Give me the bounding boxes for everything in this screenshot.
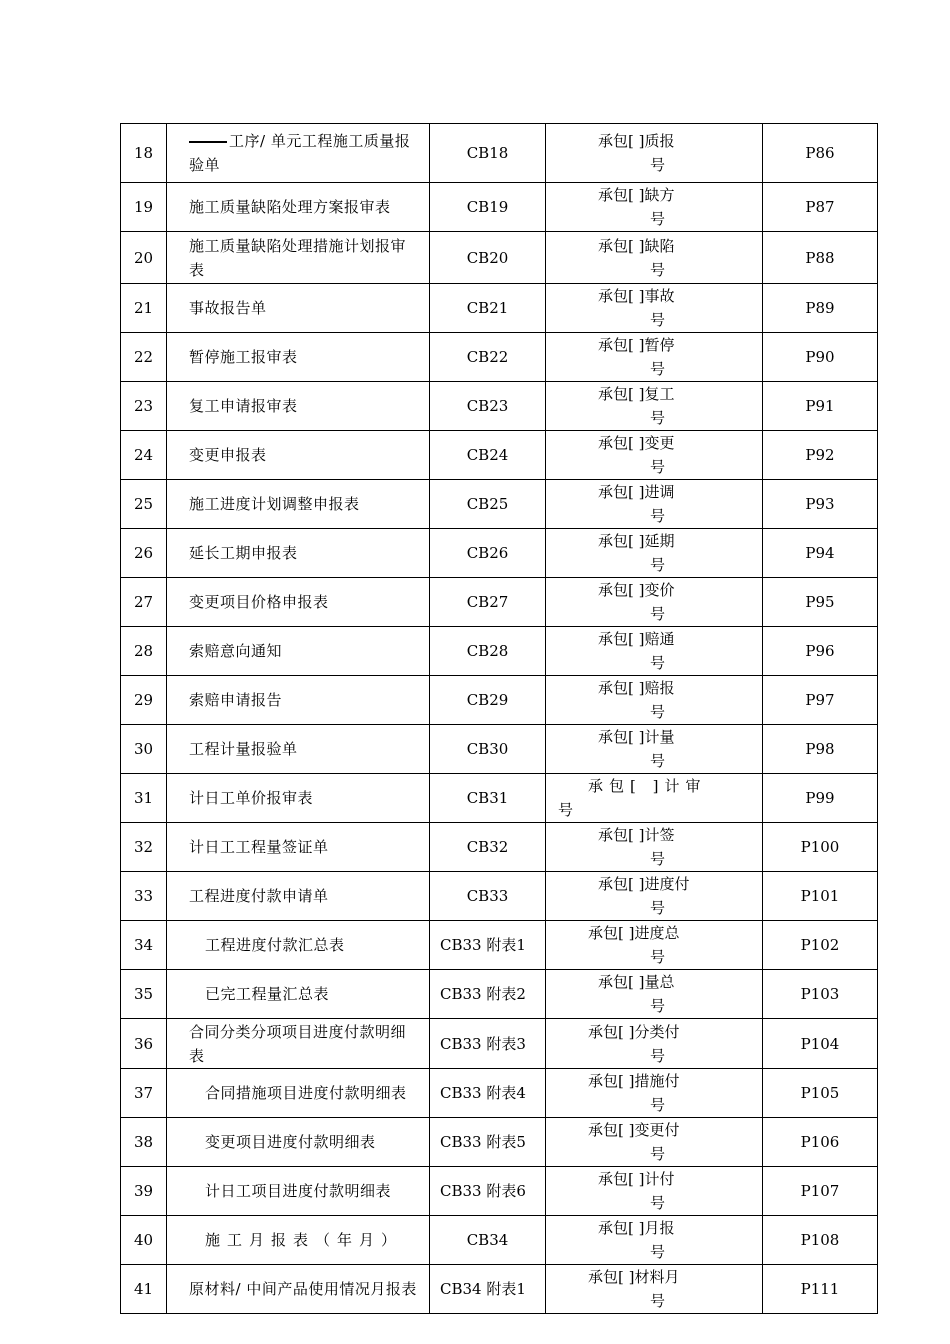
form-code: CB20 (430, 232, 546, 284)
row-number: 25 (121, 480, 167, 529)
form-code: CB21 (430, 284, 546, 333)
table-row (121, 627, 878, 676)
row-number: 20 (121, 232, 167, 284)
row-number: 19 (121, 183, 167, 232)
form-name: 施工质量缺陷处理措施计划报审表 (167, 232, 430, 284)
table-row (121, 872, 878, 921)
row-number: 31 (121, 774, 167, 823)
form-name: 工序/ 单元工程施工质量报验单 (167, 124, 430, 183)
number-format: 承包[ ]质报 号 (546, 124, 763, 183)
number-format: 承包[ ]计审 号 (546, 774, 763, 823)
row-number: 23 (121, 382, 167, 431)
row-number: 33 (121, 872, 167, 921)
row-number: 32 (121, 823, 167, 872)
page-ref: P93 (763, 480, 878, 529)
row-number: 40 (121, 1216, 167, 1265)
form-code: CB23 (430, 382, 546, 431)
row-number: 22 (121, 333, 167, 382)
page-ref: P106 (763, 1118, 878, 1167)
number-format: 承包[ ]计量 号 (546, 725, 763, 774)
form-name: 工程进度付款申请单 (167, 872, 430, 921)
form-code: CB18 (430, 124, 546, 183)
row-number: 24 (121, 431, 167, 480)
row-number: 36 (121, 1019, 167, 1069)
page-ref: P89 (763, 284, 878, 333)
row-number: 34 (121, 921, 167, 970)
form-name: 延长工期申报表 (167, 529, 430, 578)
table-row (121, 921, 878, 970)
row-number: 28 (121, 627, 167, 676)
table-row (121, 1019, 878, 1069)
page-ref: P103 (763, 970, 878, 1019)
form-name: 原材料/ 中间产品使用情况月报表 (167, 1265, 430, 1314)
form-name: 索赔意向通知 (167, 627, 430, 676)
row-number: 26 (121, 529, 167, 578)
number-format: 承包[ ]变更付 号 (546, 1118, 763, 1167)
form-code: CB32 (430, 823, 546, 872)
form-code: CB27 (430, 578, 546, 627)
page-ref: P111 (763, 1265, 878, 1314)
table-row (121, 676, 878, 725)
form-code: CB33 附表5 (430, 1118, 546, 1167)
page-ref: P86 (763, 124, 878, 183)
number-format: 承包[ ]进调 号 (546, 480, 763, 529)
form-code: CB28 (430, 627, 546, 676)
number-format: 承包[ ]分类付 号 (546, 1019, 763, 1069)
form-name: 工程进度付款汇总表 (167, 921, 430, 970)
form-name: 合同措施项目进度付款明细表 (167, 1069, 430, 1118)
page-ref: P104 (763, 1019, 878, 1069)
table-row (121, 1216, 878, 1265)
form-code: CB34 (430, 1216, 546, 1265)
row-number: 39 (121, 1167, 167, 1216)
form-code: CB33 附表3 (430, 1019, 546, 1069)
table-row (121, 970, 878, 1019)
row-number: 21 (121, 284, 167, 333)
form-code: CB33 附表4 (430, 1069, 546, 1118)
number-format: 承包[ ]复工 号 (546, 382, 763, 431)
table-row (121, 1265, 878, 1314)
form-name: 复工申请报审表 (167, 382, 430, 431)
number-format: 承包[ ]缺方 号 (546, 183, 763, 232)
number-format: 承包[ ]赔通 号 (546, 627, 763, 676)
number-format: 承包[ ]变价 号 (546, 578, 763, 627)
form-code: CB24 (430, 431, 546, 480)
number-format: 承包[ ]计签 号 (546, 823, 763, 872)
number-format: 承包[ ]量总 号 (546, 970, 763, 1019)
number-format: 承包[ ]暂停 号 (546, 333, 763, 382)
form-name: 变更项目价格申报表 (167, 578, 430, 627)
table-row (121, 333, 878, 382)
page-ref: P92 (763, 431, 878, 480)
number-format: 承包[ ]措施付 号 (546, 1069, 763, 1118)
table-row (121, 1118, 878, 1167)
document-index-table (120, 123, 878, 1314)
table-row (121, 431, 878, 480)
row-number: 35 (121, 970, 167, 1019)
number-format: 承包[ ]赔报 号 (546, 676, 763, 725)
page-ref: P96 (763, 627, 878, 676)
form-name: 事故报告单 (167, 284, 430, 333)
form-name: 计日工单价报审表 (167, 774, 430, 823)
page-ref: P87 (763, 183, 878, 232)
form-code: CB34 附表1 (430, 1265, 546, 1314)
form-name: 工程计量报验单 (167, 725, 430, 774)
form-code: CB31 (430, 774, 546, 823)
form-name: 变更项目进度付款明细表 (167, 1118, 430, 1167)
form-name: 索赔申请报告 (167, 676, 430, 725)
blank-fill-line (189, 141, 227, 143)
table-row (121, 232, 878, 284)
page-ref: P90 (763, 333, 878, 382)
number-format: 承包[ ]计付 号 (546, 1167, 763, 1216)
row-number: 27 (121, 578, 167, 627)
form-code: CB22 (430, 333, 546, 382)
table-row (121, 284, 878, 333)
form-code: CB25 (430, 480, 546, 529)
number-format: 承包[ ]缺陷 号 (546, 232, 763, 284)
form-code: CB33 附表6 (430, 1167, 546, 1216)
table-row (121, 529, 878, 578)
page-ref: P95 (763, 578, 878, 627)
form-code: CB33 附表1 (430, 921, 546, 970)
form-name: 施工月报表（年月） (167, 1216, 430, 1265)
form-code: CB33 附表2 (430, 970, 546, 1019)
form-code: CB30 (430, 725, 546, 774)
table-row (121, 382, 878, 431)
row-number: 30 (121, 725, 167, 774)
form-name: 施工质量缺陷处理方案报审表 (167, 183, 430, 232)
page-ref: P88 (763, 232, 878, 284)
page-ref: P102 (763, 921, 878, 970)
row-number: 37 (121, 1069, 167, 1118)
row-number: 38 (121, 1118, 167, 1167)
number-format: 承包[ ]变更 号 (546, 431, 763, 480)
form-name: 计日工项目进度付款明细表 (167, 1167, 430, 1216)
number-format: 承包[ ]月报 号 (546, 1216, 763, 1265)
page-ref: P98 (763, 725, 878, 774)
form-name: 合同分类分项项目进度付款明细表 (167, 1019, 430, 1069)
number-format: 承包[ ]进度总 号 (546, 921, 763, 970)
row-number: 29 (121, 676, 167, 725)
form-name: 施工进度计划调整申报表 (167, 480, 430, 529)
page-ref: P105 (763, 1069, 878, 1118)
form-code: CB26 (430, 529, 546, 578)
form-name: 已完工程量汇总表 (167, 970, 430, 1019)
number-format: 承包[ ]事故 号 (546, 284, 763, 333)
page-ref: P91 (763, 382, 878, 431)
table-row (121, 480, 878, 529)
page-ref: P99 (763, 774, 878, 823)
row-number: 18 (121, 124, 167, 183)
table-row (121, 1069, 878, 1118)
table-row (121, 124, 878, 183)
number-format: 承包[ ]进度付 号 (546, 872, 763, 921)
table-row (121, 725, 878, 774)
row-number: 41 (121, 1265, 167, 1314)
form-code: CB33 (430, 872, 546, 921)
table-row (121, 578, 878, 627)
number-format: 承包[ ]材料月 号 (546, 1265, 763, 1314)
form-code: CB19 (430, 183, 546, 232)
form-name: 暂停施工报审表 (167, 333, 430, 382)
page-ref: P100 (763, 823, 878, 872)
form-name: 变更申报表 (167, 431, 430, 480)
page-ref: P94 (763, 529, 878, 578)
table-row (121, 1167, 878, 1216)
form-code: CB29 (430, 676, 546, 725)
page-ref: P97 (763, 676, 878, 725)
form-name: 计日工工程量签证单 (167, 823, 430, 872)
table-row (121, 774, 878, 823)
number-format: 承包[ ]延期 号 (546, 529, 763, 578)
page-ref: P108 (763, 1216, 878, 1265)
page-ref: P107 (763, 1167, 878, 1216)
table-row (121, 183, 878, 232)
page-ref: P101 (763, 872, 878, 921)
table-row (121, 823, 878, 872)
